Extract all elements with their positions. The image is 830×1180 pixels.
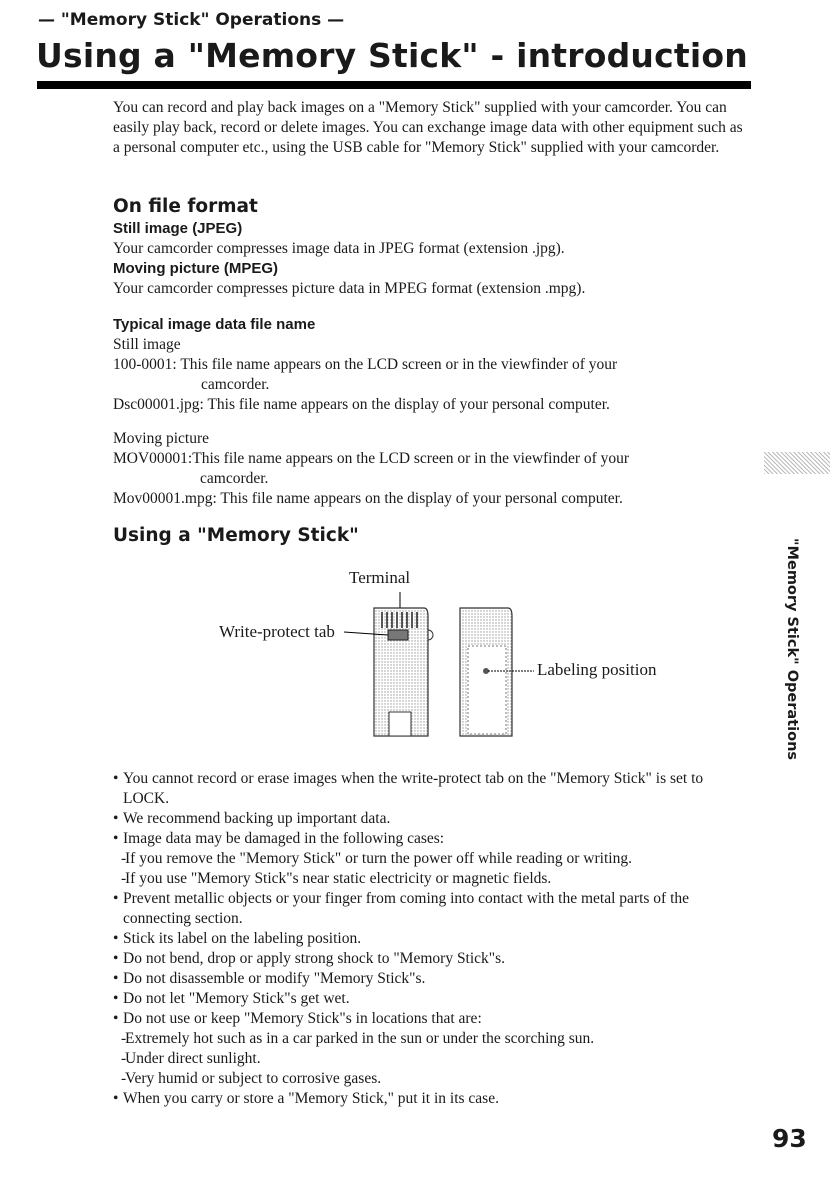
moving-picture-heading: Moving picture (MPEG) (113, 260, 278, 277)
list-item: • Image data may be damaged in the following cases: (113, 829, 753, 849)
labeling-position-label: Labeling position (537, 660, 657, 679)
page-title: Using a "Memory Stick" - introduction (36, 36, 748, 75)
typical-file-name-heading: Typical image data file name (113, 316, 316, 333)
list-subitem-text: Extremely hot such as in a car parked in the sun or under the scorching sun. (125, 1030, 595, 1047)
terminal-label: Terminal (349, 568, 411, 587)
precautions-list (113, 769, 753, 1109)
side-tab-band (764, 452, 830, 474)
still-image-text: Your camcorder compresses image data in JPEG format (extension .jpg). (113, 240, 565, 257)
file-format-section (113, 219, 753, 299)
still-image-heading: Still image (JPEG) (113, 220, 243, 237)
list-item: • We recommend backing up important data. (113, 809, 753, 829)
page-number: 93 (772, 1124, 807, 1153)
list-item: • Stick its label on the labeling position. (113, 929, 753, 949)
moving-picture-text: Your camcorder compresses picture data in MPEG format (extension .mpg). (113, 280, 586, 297)
intro-paragraph: You can record and play back images on a "Memory Stick" supplied with your camcorder. You can easily play back, record or delete images. You can exchange image data with other equipment such as a personal computer etc., using the USB cable for "Memory Stick" supplied with your camcorder. (113, 99, 743, 156)
still-line-1-cont: camcorder. (201, 376, 270, 393)
moving-picture-label: Moving picture (113, 430, 209, 447)
list-item: • Do not bend, drop or apply strong shock to "Memory Stick"s. (113, 949, 753, 969)
still-line-1: 100-0001: This file name appears on the LCD screen or in the viewfinder of your (113, 356, 618, 373)
section-label: — "Memory Stick" Operations — (38, 10, 345, 30)
list-subitem-text: If you use "Memory Stick"s near static electricity or magnetic fields. (125, 870, 552, 887)
list-subitem: - If you remove the "Memory Stick" or turn the power off while reading or writing. (121, 850, 632, 867)
list-subitem: - Extremely hot such as in a car parked in the sun or under the scorching sun. (121, 1030, 595, 1047)
list-subitem-text: Very humid or subject to corrosive gases. (125, 1070, 382, 1087)
list-item: • Do not let "Memory Stick"s get wet. (113, 989, 753, 1009)
list-subitem-text: If you remove the "Memory Stick" or turn the power off while reading or writing. (125, 850, 632, 867)
list-item: • Do not use or keep "Memory Stick"s in locations that are: (113, 1009, 753, 1029)
still-image-label: Still image (113, 336, 181, 353)
moving-line-1: MOV00001:This file name appears on the LCD screen or in the viewfinder of your (113, 450, 630, 467)
list-item: • When you carry or store a "Memory Stick," put it in its case. (113, 1089, 753, 1109)
labeling-area (468, 646, 506, 734)
list-item: • You cannot record or erase images when the write-protect tab on the "Memory Stick" is set to LOCK. (113, 769, 753, 809)
list-subitem: - Under direct sunlight. (121, 1050, 261, 1067)
write-protect-tab-icon (388, 630, 408, 640)
using-memory-stick-heading: Using a "Memory Stick" (113, 525, 359, 546)
title-rule (37, 81, 751, 89)
memory-stick-diagram (330, 586, 550, 746)
file-format-heading: On file format (113, 196, 258, 217)
list-subitem-text: Under direct sunlight. (125, 1050, 261, 1067)
still-line-2: Dsc00001.jpg: This file name appears on the display of your personal computer. (113, 396, 610, 413)
moving-line-2: Mov00001.mpg: This file name appears on the display of your personal computer. (113, 490, 623, 507)
list-subitem: - Very humid or subject to corrosive gases. (121, 1070, 382, 1087)
side-tab-label: "Memory Stick" Operations (784, 538, 800, 761)
write-protect-label: Write-protect tab (219, 622, 335, 641)
list-item: • Do not disassemble or modify "Memory Stick"s. (113, 969, 753, 989)
list-subitem: - If you use "Memory Stick"s near static electricity or magnetic fields. (121, 870, 552, 887)
moving-line-1-cont: camcorder. (200, 470, 269, 487)
list-item: • Prevent metallic objects or your finger from coming into contact with the metal parts of the connecting section. (113, 889, 753, 929)
memory-stick-back-icon (374, 608, 433, 736)
file-name-section (113, 315, 753, 509)
